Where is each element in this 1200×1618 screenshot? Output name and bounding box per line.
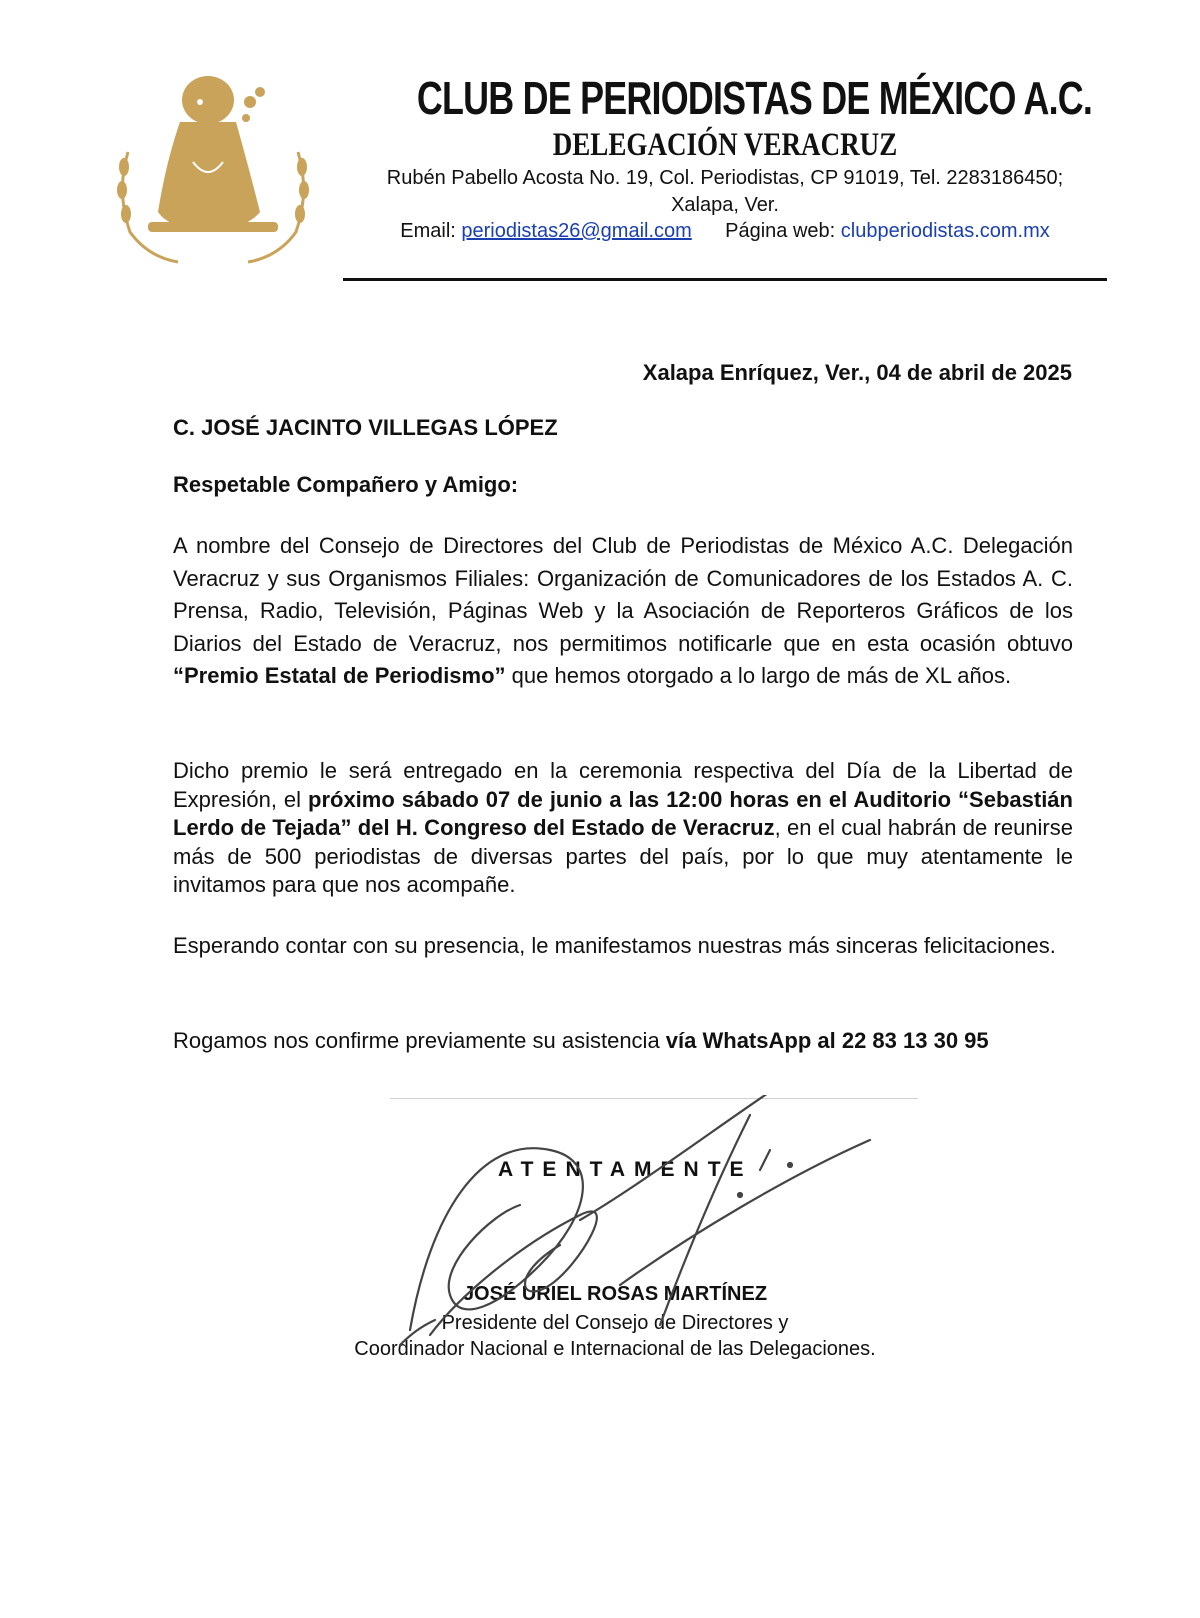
signer-name: JOSÉ URIEL ROSAS MARTÍNEZ <box>462 1283 768 1305</box>
paragraph-3: Esperando contar con su presencia, le manifestamos nuestras más sinceras felicitaciones. <box>173 933 1056 958</box>
letter-date: Xalapa Enríquez, Ver., 04 de abril de 2025 <box>642 360 1072 385</box>
web-link[interactable]: clubperiodistas.com.mx <box>840 220 1050 242</box>
event-details: próximo sábado 07 de junio a las 12:00 horas en el Auditorio “Sebastián Lerdo de Tejada” del H. Congreso del Estado de Veracruz <box>173 786 1073 840</box>
closing: ATENTAMENTE <box>498 1158 753 1181</box>
signer-role-line-2: Coordinador Nacional e Internacional de las Delegaciones. <box>354 1338 876 1360</box>
whatsapp-contact: vía WhatsApp al 22 83 13 30 95 <box>665 1028 989 1053</box>
paragraph-1-text: A nombre del Consejo de Directores del Club de Periodistas de México A.C. Delegación Veracruz y sus Organismos Filiales: Organización de Comunicadores de los Estados A. C. Prensa, Radio, Televisión, Páginas Web y la Asociación de Reporteros Gráficos de los Diarios del Estado de Veracruz, nos permitimos notificarle que en esta ocasión obtuvo <box>173 533 1073 656</box>
seated-figure-emblem-icon <box>108 72 318 272</box>
contact-line <box>330 218 1120 244</box>
paragraph-2 <box>173 757 1073 900</box>
web-label: Página web: <box>725 220 836 242</box>
signature-divider <box>390 1098 918 1099</box>
address-line-2: Xalapa, Ver. <box>671 194 779 216</box>
paragraph-2-text: Dicho premio le será entregado en la ceremonia respectiva del Día de la Libertad de Expresión, el <box>173 758 1073 812</box>
paragraph-2-tail: , en el cual habrán de reunirse más de 500 periodistas de diversas partes del país, por lo que muy atentamente le invitamos para que nos acompañe. <box>173 815 1073 897</box>
paragraph-1-tail: que hemos otorgado a lo largo de más de XL años. <box>505 663 1012 688</box>
paragraph-1 <box>173 530 1073 693</box>
letterhead <box>330 70 1120 244</box>
signer-role-line-1: Presidente del Consejo de Directores y <box>441 1312 789 1334</box>
club-logo <box>108 72 318 272</box>
address-line-1: Rubén Pabello Acosta No. 19, Col. Periodistas, CP 91019, Tel. 2283186450; <box>386 167 1064 189</box>
salutation: Respetable Compañero y Amigo: <box>173 472 519 497</box>
signer-role <box>0 1310 1200 1362</box>
header-divider <box>343 278 1107 281</box>
email-label: Email: <box>400 220 456 242</box>
paragraph-4-text: Rogamos nos confirme previamente su asistencia <box>173 1028 666 1053</box>
recipient-name: C. JOSÉ JACINTO VILLEGAS LÓPEZ <box>173 415 558 440</box>
delegation-name: DELEGACIÓN VERACRUZ <box>552 127 898 163</box>
paragraph-4 <box>173 1025 1073 1057</box>
email-link[interactable]: periodistas26@gmail.com <box>461 220 692 242</box>
organization-name: CLUB DE PERIODISTAS DE MÉXICO A.C. <box>416 72 1093 124</box>
award-name: “Premio Estatal de Periodismo” <box>173 663 506 688</box>
